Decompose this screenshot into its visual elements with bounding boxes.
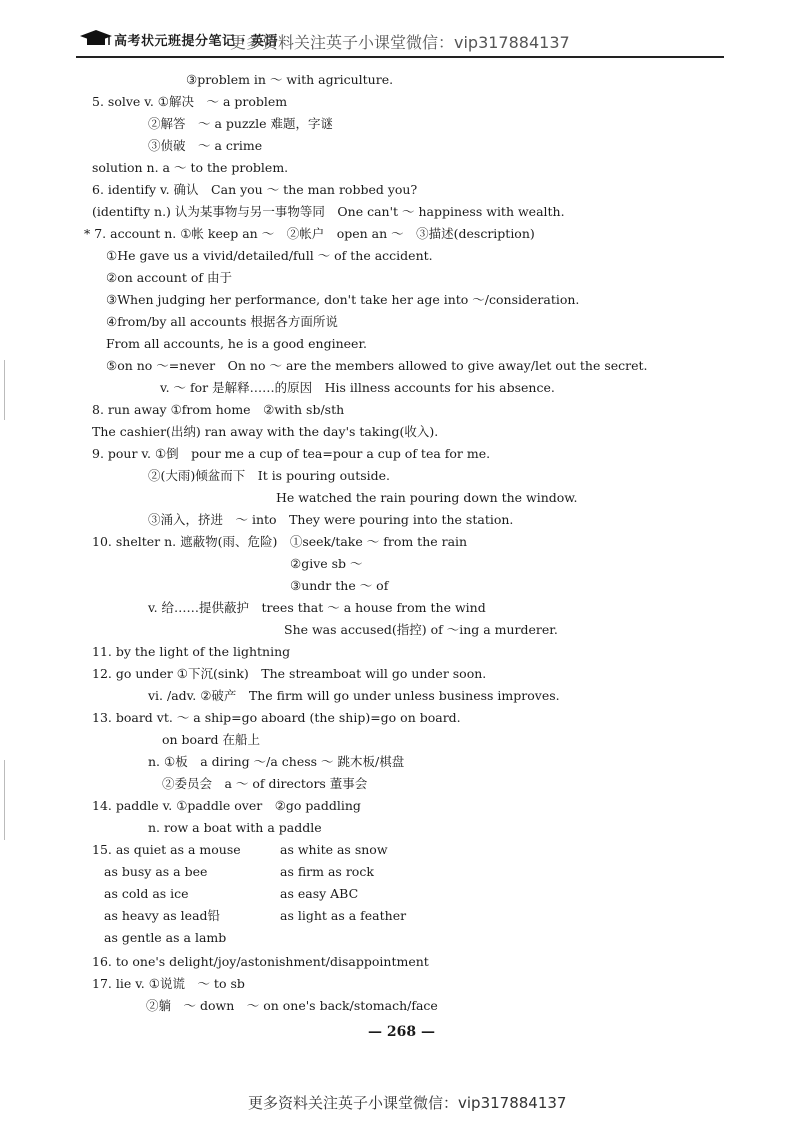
text-line: ①He gave us a vivid/detailed/full ～ of the accident. bbox=[106, 248, 433, 263]
text-line: She was accused(指控) of ～ing a murderer. bbox=[284, 622, 558, 637]
text-line: 14. paddle v. ①paddle over ②go paddling bbox=[92, 798, 361, 813]
text-line: ②on account of 由于 bbox=[106, 270, 232, 285]
text-line: as easy ABC bbox=[280, 886, 359, 901]
text-line: ④from/by all accounts 根据各方面所说 bbox=[106, 314, 338, 329]
text-line: n. row a boat with a paddle bbox=[148, 820, 322, 835]
text-line: as white as snow bbox=[280, 842, 388, 857]
text-line: 17. lie v. ①说谎 ～ to sb bbox=[92, 976, 245, 991]
text-line: ③侦破 ～ a crime bbox=[148, 138, 263, 153]
text-line: as firm as rock bbox=[280, 864, 374, 879]
text-line: ②(大雨)倾盆而下 It is pouring outside. bbox=[148, 468, 391, 483]
text-line: n. ①板 a diring ～/a chess ～ 跳木板/棋盘 bbox=[148, 754, 405, 769]
text-line: 10. shelter n. 遮蔽物(雨、危险) ①seek/take ～ from the rain bbox=[92, 534, 468, 549]
text-line: ③undr the ～ of bbox=[290, 578, 389, 593]
watermark-top: 更多资料关注英子小课堂微信：vip317884137 bbox=[230, 33, 570, 52]
text-line: From all accounts, he is a good engineer. bbox=[106, 336, 368, 351]
text-line: ②委员会 a ～ of directors 董事会 bbox=[162, 776, 368, 791]
text-line: ②give sb ～ bbox=[290, 556, 363, 571]
text-line: 8. run away ①from home ②with sb/sth bbox=[92, 402, 345, 417]
text-line: on board 在船上 bbox=[162, 732, 260, 747]
text-line: ③When judging her performance, don't take her age into ～/consideration. bbox=[106, 292, 580, 307]
text-line: as busy as a bee bbox=[104, 864, 208, 879]
header-title: 高考状元班提分笔记 · 英语 bbox=[114, 34, 278, 49]
text-line: 6. identify v. 确认 Can you ～ the man robbed you? bbox=[92, 182, 418, 197]
text-line: (identifty n.) 认为某事物与另一事物等同 One can't ～ happiness with wealth. bbox=[92, 204, 565, 219]
header-rule bbox=[76, 56, 724, 58]
text-line: vi. /adv. ②破产 The firm will go under unless business improves. bbox=[148, 688, 560, 703]
page-number: — 268 — bbox=[368, 1024, 435, 1040]
graduation-cap-icon bbox=[78, 28, 114, 48]
text-line: 16. to one's delight/joy/astonishment/disappointment bbox=[92, 954, 429, 969]
text-line: v. ～ for 是解释……的原因 His illness accounts for his absence. bbox=[160, 380, 555, 395]
text-line: ⑤on no ～=never On no ～ are the members allowed to give away/let out the secret. bbox=[106, 358, 648, 373]
text-line: as cold as ice bbox=[104, 886, 189, 901]
text-line: ②躺 ～ down ～ on one's back/stomach/face bbox=[146, 998, 438, 1013]
text-line: v. 给……提供蔽护 trees that ～ a house from the wind bbox=[148, 600, 486, 615]
text-line: * 7. account n. ①帐 keep an ～ ②帐户 open an ～ ③描述(description) bbox=[84, 226, 535, 241]
text-line: solution n. a ～ to the problem. bbox=[92, 160, 289, 175]
text-line: as heavy as lead铅 bbox=[104, 908, 221, 923]
text-line: He watched the rain pouring down the window. bbox=[276, 490, 578, 505]
text-line: The cashier(出纳) ran away with the day's taking(收入). bbox=[92, 424, 439, 439]
scan-edge-mark bbox=[4, 360, 5, 420]
text-line: ③涌入，挤进 ～ into They were pouring into the station. bbox=[148, 512, 514, 527]
text-line: as gentle as a lamb bbox=[104, 930, 227, 945]
text-line: ②解答 ～ a puzzle 难题，字谜 bbox=[148, 116, 333, 131]
text-line: 12. go under ①下沉(sink) The streamboat will go under soon. bbox=[92, 666, 487, 681]
watermark-bottom: 更多资料关注英子小课堂微信：vip317884137 bbox=[248, 1094, 567, 1112]
text-line: 11. by the light of the lightning bbox=[92, 644, 291, 659]
text-line: 9. pour v. ①倒 pour me a cup of tea=pour a cup of tea for me. bbox=[92, 446, 491, 461]
scan-edge-mark bbox=[4, 760, 5, 840]
text-line: ③problem in ～ with agriculture. bbox=[186, 72, 394, 87]
text-line: as light as a feather bbox=[280, 908, 407, 923]
text-line: 5. solve v. ①解决 ～ a problem bbox=[92, 94, 288, 109]
text-line: 13. board vt. ～ a ship=go aboard (the ship)=go on board. bbox=[92, 710, 461, 725]
text-line: 15. as quiet as a mouse bbox=[92, 842, 241, 857]
